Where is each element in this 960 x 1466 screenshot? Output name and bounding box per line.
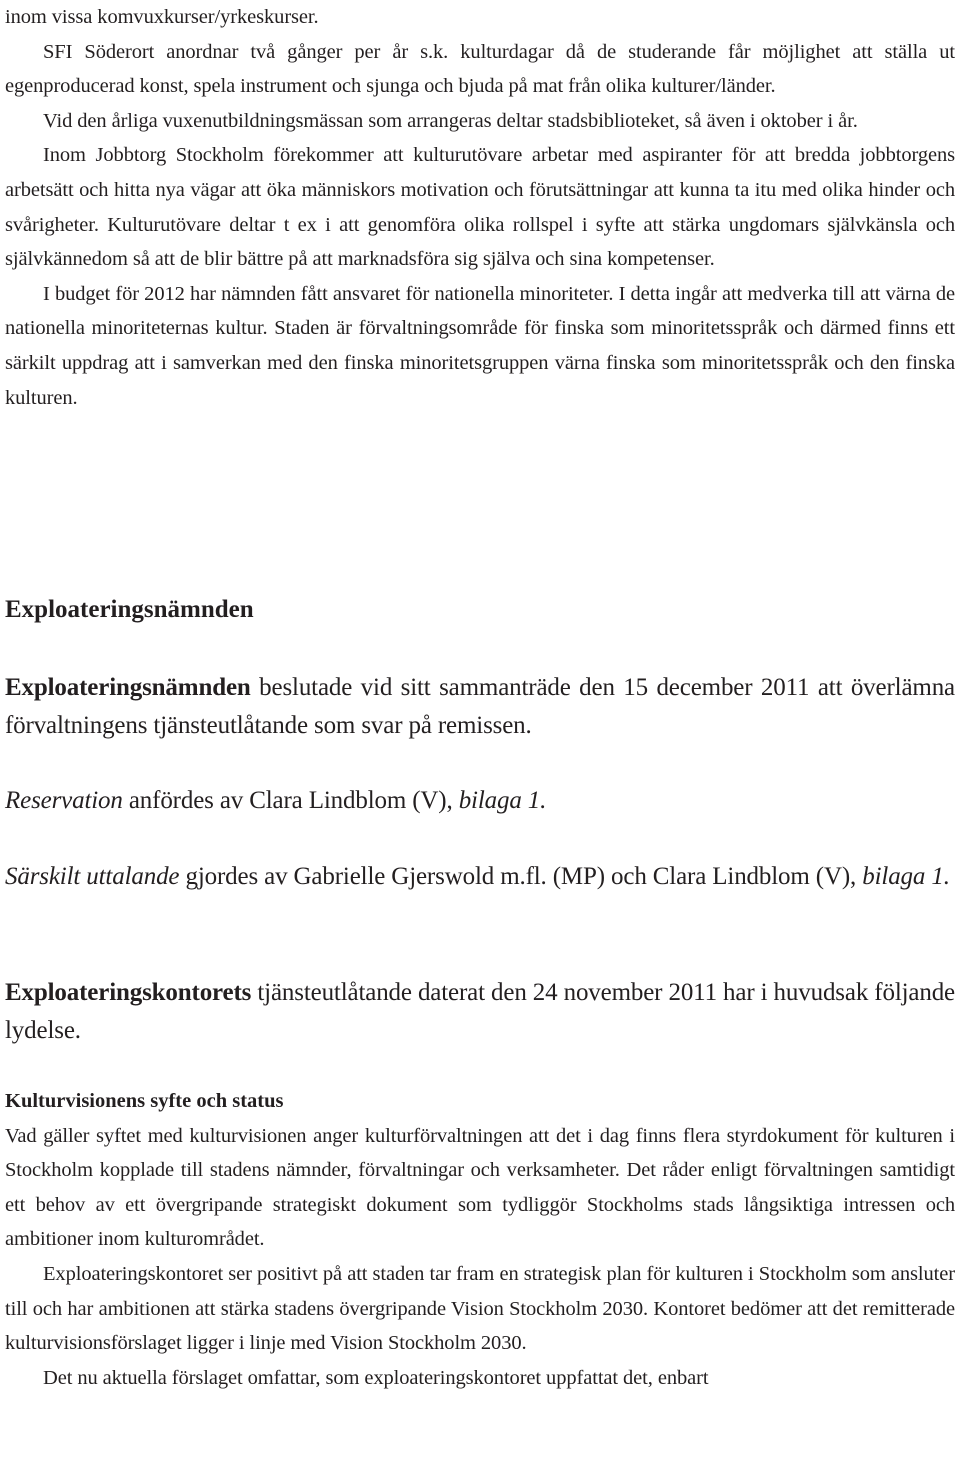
sarskilt-italic-lead: Särskilt uttalande [5,863,180,890]
paragraph-reservation [5,782,955,820]
paragraph-aktuella-forslaget: Det nu aktuella förslaget omfattar, som exploateringskontoret uppfattat det, enbart [43,1366,709,1389]
paragraph-kontoret-positivt: Exploateringskontoret ser positivt på att staden tar fram en strategisk plan för kulturen i Stockholm som ansluter till och har ambitionen att stärka stadens övergripande Vision Stockholm 2030. Kontoret bedömer att det remitterade kulturvisionsförslaget ligger i linje med Vision Stockholm 2030. [5,1262,955,1355]
kontorets-text: tjänsteutlåtande daterat den 24 november 2011 har i huvudsak följande lydelse. [5,979,955,1044]
section-heading-exploateringsnamnden: Exploateringsnämnden [5,596,254,623]
paragraph-kontorets-utlatande [5,974,955,1050]
paragraph-budget: I budget för 2012 har nämnden fått ansvaret för nationella minoriteter. I detta ingår att medverka till att värna de nationella minoriteternas kultur. Staden är förvaltningsområde för finska som minoritetsspråk och därmed finns ett särkilt uppdrag att i samverkan med den finska minoritetsgruppen värna finska som minoritetsspråk och den finska kulturen. [5,282,955,409]
paragraph-beslut [5,669,955,745]
intro-continuation-line: inom vissa komvuxkurser/yrkeskurser. [5,6,319,28]
reservation-bilaga: bilaga 1. [458,787,547,814]
reservation-text: anfördes av Clara Lindblom (V), [122,787,459,814]
sarskilt-bilaga: bilaga 1. [862,863,950,890]
paragraph-sarskilt-uttalande [5,858,955,896]
reservation-italic-lead: Reservation [5,787,123,814]
paragraph-vuxenutbildning: Vid den årliga vuxenutbildningsmässan som arrangeras deltar stadsbiblioteket, så även i oktober i år. [43,109,858,132]
paragraph-sfi: SFI Söderort anordnar två gånger per år s.k. kulturdagar då de studerande får möjlighet att ställa ut egenproducerad konst, spela instrument och sjunga och bjuda på mat från olika kulturer/länder. [5,40,955,98]
subheading-kulturvisionens-syfte: Kulturvisionens syfte och status [5,1090,284,1112]
paragraph-jobbtorg: Inom Jobbtorg Stockholm förekommer att kulturutövare arbetar med aspiranter för att bredda jobbtorgens arbetsätt och hitta nya vägar att öka människors motivation och förutsättningar att kunna ta itu med olika hinder och svårigheter. Kulturutövare deltar t ex i att genomföra olika rollspel i syfte att stärka ungdomars självkänsla och självkännedom så att de blir bättre på att marknadsföra sig själva och sina kompetenser. [5,144,955,271]
sarskilt-text: gjordes av Gabrielle Gjerswold m.fl. (MP) och Clara Lindblom (V), [179,863,863,890]
kontorets-bold-lead: Exploateringskontorets [5,979,252,1006]
paragraph-kulturvision-syfte: Vad gäller syftet med kulturvisionen anger kulturförvaltningen att det i dag finns flera styrdokument för kulturen i Stockholm kopplade till stadens nämnder, förvaltningar och verksamheter. Det råder enligt förvaltningen samtidigt ett behov av ett övergripande strategiskt dokument som tydliggör Stockholms stads långsiktiga intressen och ambitioner inom kulturområdet. [5,1124,955,1251]
beslut-bold-lead: Exploateringsnämnden [5,674,251,701]
kulturvision-section [5,1084,955,1395]
intro-section [5,0,955,415]
beslut-text: beslutade vid sitt sammanträde den 15 december 2011 att överlämna förvaltningens tjänsteutlåtande som svar på remissen. [5,674,955,739]
